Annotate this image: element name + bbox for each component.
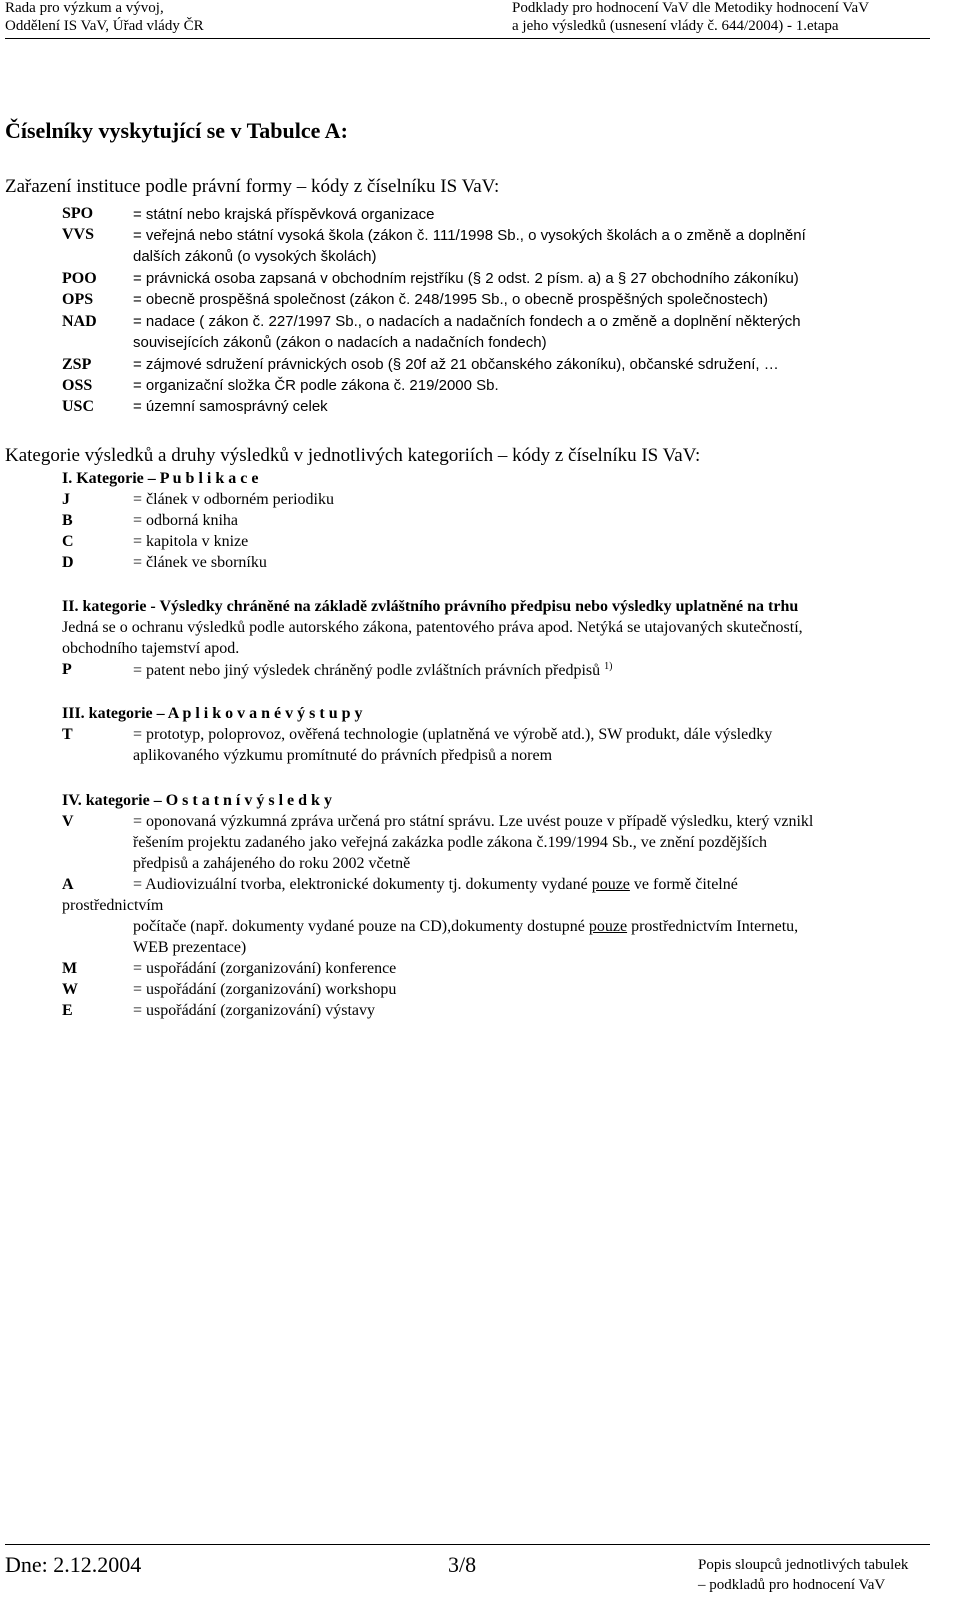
header-doc-line2: a jeho výsledků (usnesení vlády č. 644/2004) - 1.etapa (512, 18, 839, 34)
footnote-ref: 1) (604, 661, 613, 672)
desc-nad: = nadace ( zákon č. 227/1997 Sb., o nadacích a nadačních fondech a o změně a doplnění některých (133, 313, 801, 330)
desc-v-line2: řešením projektu zadaného jako veřejná zakázka podle zákona č.199/1994 Sb., ve znění pozdějších (133, 834, 767, 851)
footer-doc-line1: Popis sloupců jednotlivých tabulek (698, 1557, 909, 1573)
desc-t: = prototyp, poloprovoz, ověřená technologie (uplatněná ve výrobě atd.), SW produkt, dále výsledky (133, 726, 773, 743)
code-p: P (62, 661, 72, 678)
code-zsp: ZSP (62, 356, 92, 373)
desc-j: = článek v odborném periodiku (133, 491, 334, 508)
code-d: D (62, 554, 74, 571)
cat4-heading: IV. kategorie – O s t a t n í v ý s l e d k y (62, 792, 332, 809)
section2-title: Kategorie výsledků a druhy výsledků v jednotlivých kategoriích – kódy z číselníku IS VaV: (5, 445, 701, 466)
desc-d: = článek ve sborníku (133, 554, 267, 571)
desc-a-line1-underlined: pouze (591, 876, 630, 893)
code-ops: OPS (62, 291, 94, 308)
desc-zsp: = zájmové sdružení právnických osob (§ 20f až 21 občanského zákoníku), občanské sdružení, … (133, 356, 779, 373)
desc-a-line3 (133, 918, 798, 936)
cat1-heading: I. Kategorie – P u b l i k a c e (62, 470, 259, 487)
code-a: A (62, 876, 74, 893)
header-rule (5, 38, 930, 39)
cat2-note-line2: obchodního tajemství apod. (62, 640, 240, 657)
desc-ops: = obecně prospěšná společnost (zákon č. 248/1995 Sb., o obecně prospěšných společnostech) (133, 291, 769, 308)
footer-page-number: 3/8 (448, 1552, 477, 1577)
desc-a-line1 (133, 876, 738, 894)
desc-e: = uspořádání (zorganizování) výstavy (133, 1002, 375, 1019)
footer-doc-line2: – podkladů pro hodnocení VaV (698, 1577, 886, 1593)
desc-a-line2: prostřednictvím (62, 897, 164, 914)
desc-vvs-cont: dalších zákonů (o vysokých školách) (133, 248, 377, 265)
desc-c: = kapitola v knize (133, 533, 249, 550)
footer-rule (5, 1544, 930, 1545)
header-doc-line1: Podklady pro hodnocení VaV dle Metodiky hodnocení VaV (512, 0, 870, 16)
desc-a-line3-post: prostřednictvím Internetu, (627, 918, 799, 935)
code-spo: SPO (62, 205, 94, 222)
code-poo: POO (62, 270, 97, 287)
desc-usc: = územní samosprávný celek (133, 398, 328, 415)
desc-v-line3: předpisů a zahájeného do roku 2002 včetně (133, 855, 411, 872)
desc-w: = uspořádání (zorganizování) workshopu (133, 981, 397, 998)
desc-p (133, 661, 612, 680)
desc-vvs: = veřejná nebo státní vysoká škola (zákon č. 111/1998 Sb., o vysokých školách a o změně a doplnění (133, 227, 806, 244)
code-usc: USC (62, 398, 95, 415)
desc-poo: = právnická osoba zapsaná v obchodním rejstříku (§ 2 odst. 2 písm. a) a § 27 obchodního zákoníku) (133, 270, 799, 287)
desc-a-line3-pre: počítače (např. dokumenty vydané pouze na CD),dokumenty dostupné (133, 918, 589, 935)
code-c: C (62, 533, 74, 550)
desc-oss: = organizační složka ČR podle zákona č. 219/2000 Sb. (133, 377, 499, 394)
code-oss: OSS (62, 377, 93, 394)
cat2-heading: II. kategorie - Výsledky chráněné na základě zvláštního právního předpisu nebo výsledky uplatněné na trhu (62, 598, 799, 615)
code-w: W (62, 981, 78, 998)
desc-a-line3-underlined: pouze (588, 918, 628, 935)
code-j: J (62, 491, 70, 508)
desc-a-line1-post: ve formě čitelné (629, 876, 738, 893)
cat3-heading: III. kategorie – A p l i k o v a n é v ý s t u p y (62, 705, 363, 722)
code-vvs: VVS (62, 226, 95, 243)
code-e: E (62, 1002, 73, 1019)
header-org-line1: Rada pro výzkum a vývoj, (5, 0, 164, 16)
code-nad: NAD (62, 313, 97, 330)
desc-spo: = státní nebo krajská příspěvková organizace (133, 206, 435, 223)
footer-date: Dne: 2.12.2004 (5, 1552, 142, 1577)
desc-p-text: = patent nebo jiný výsledek chráněný podle zvláštních právních předpisů (133, 662, 601, 679)
header-org-line2: Oddělení IS VaV, Úřad vlády ČR (5, 18, 204, 34)
desc-a-line1-pre: = Audiovizuální tvorba, elektronické dokumenty tj. dokumenty vydané (133, 876, 592, 893)
desc-v-line1: = oponovaná výzkumná zpráva určená pro státní správu. Lze uvést pouze v případě výsledku, který vznikl (133, 813, 814, 830)
section1-title: Zařazení instituce podle právní formy – kódy z číselníku IS VaV: (5, 176, 500, 197)
code-m: M (62, 960, 78, 977)
desc-b: = odborná kniha (133, 512, 238, 529)
desc-a-line4: WEB prezentace) (133, 939, 247, 956)
code-b: B (62, 512, 73, 529)
desc-m: = uspořádání (zorganizování) konference (133, 960, 397, 977)
code-v: V (62, 813, 74, 830)
page-title: Číselníky vyskytující se v Tabulce A: (5, 118, 348, 143)
desc-t-cont: aplikovaného výzkumu promítnuté do právních předpisů a norem (133, 747, 553, 764)
desc-nad-cont: souvisejících zákonů (zákon o nadacích a nadačních fondech) (133, 334, 547, 351)
cat2-note-line1: Jedná se o ochranu výsledků podle autorského zákona, patentového práva apod. Netýká se utajovaných skutečností, (62, 619, 803, 636)
code-t: T (62, 726, 73, 743)
